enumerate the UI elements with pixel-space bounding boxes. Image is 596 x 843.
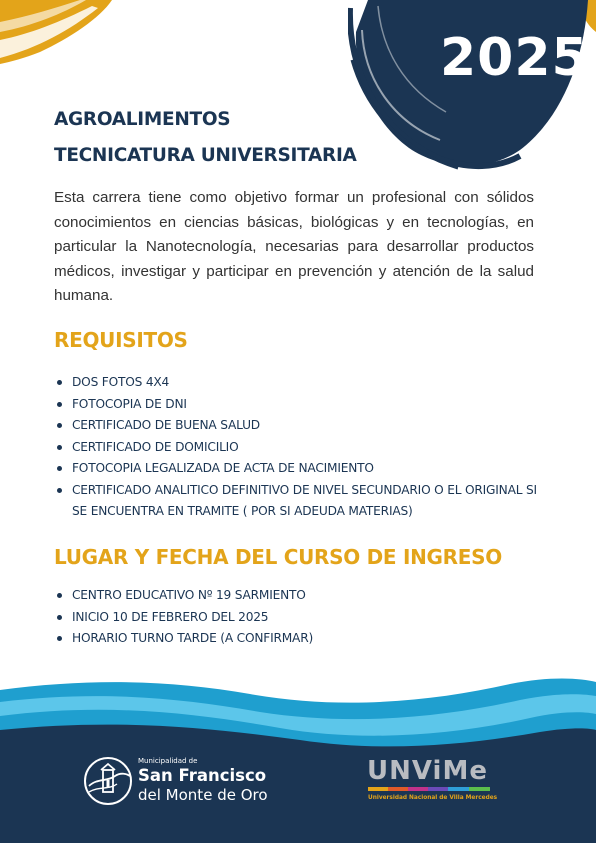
municipality-name-line-2: del Monte de Oro xyxy=(138,786,268,804)
list-item: HORARIO TURNO TARDE (A CONFIRMAR) xyxy=(54,628,544,650)
municipality-small-label: Municipalidad de xyxy=(138,757,198,765)
list-item: FOTOCOPIA DE DNI xyxy=(54,394,544,416)
university-logo: UNViMe xyxy=(367,756,488,786)
gold-brush-decoration xyxy=(0,0,130,80)
list-item: CERTIFICADO DE DOMICILIO xyxy=(54,437,544,459)
curso-heading: LUGAR Y FECHA DEL CURSO DE INGRESO xyxy=(54,545,502,569)
university-subtitle: Universidad Nacional de Villa Mercedes xyxy=(368,795,498,801)
curso-list xyxy=(54,585,544,650)
title-line-1: AGROALIMENTOS xyxy=(54,109,231,130)
list-item: INICIO 10 DE FEBRERO DEL 2025 xyxy=(54,607,544,629)
requisitos-heading: REQUISITOS xyxy=(54,328,188,352)
page-title xyxy=(54,102,357,174)
career-description: Esta carrera tiene como objetivo formar un profesional con sólidos conocimientos en ciencias básicas, biológicas y en tecnologías, en particular la Nanotecnología, necesarias para desarrollar productos médicos, investigar y participar en prevención y atención de la salud humana. xyxy=(54,189,534,304)
list-item: CENTRO EDUCATIVO Nº 19 SARMIENTO xyxy=(54,585,544,607)
year-label: 2025 xyxy=(440,28,589,88)
list-item: CERTIFICADO DE BUENA SALUD xyxy=(54,415,544,437)
list-item: FOTOCOPIA LEGALIZADA DE ACTA DE NACIMIENTO xyxy=(54,458,544,480)
municipality-name-line-1: San Francisco xyxy=(138,766,267,785)
municipality-seal-icon xyxy=(83,756,133,806)
university-color-bar xyxy=(368,787,490,791)
list-item: DOS FOTOS 4X4 xyxy=(54,372,544,394)
list-item: CERTIFICADO ANALITICO DEFINITIVO DE NIVEL SECUNDARIO O EL ORIGINAL SI SE ENCUENTRA EN TRAMITE ( POR SI ADEUDA MATERIAS) xyxy=(54,480,544,523)
requisitos-list xyxy=(54,372,544,523)
title-line-2: TECNICATURA UNIVERSITARIA xyxy=(54,145,357,166)
